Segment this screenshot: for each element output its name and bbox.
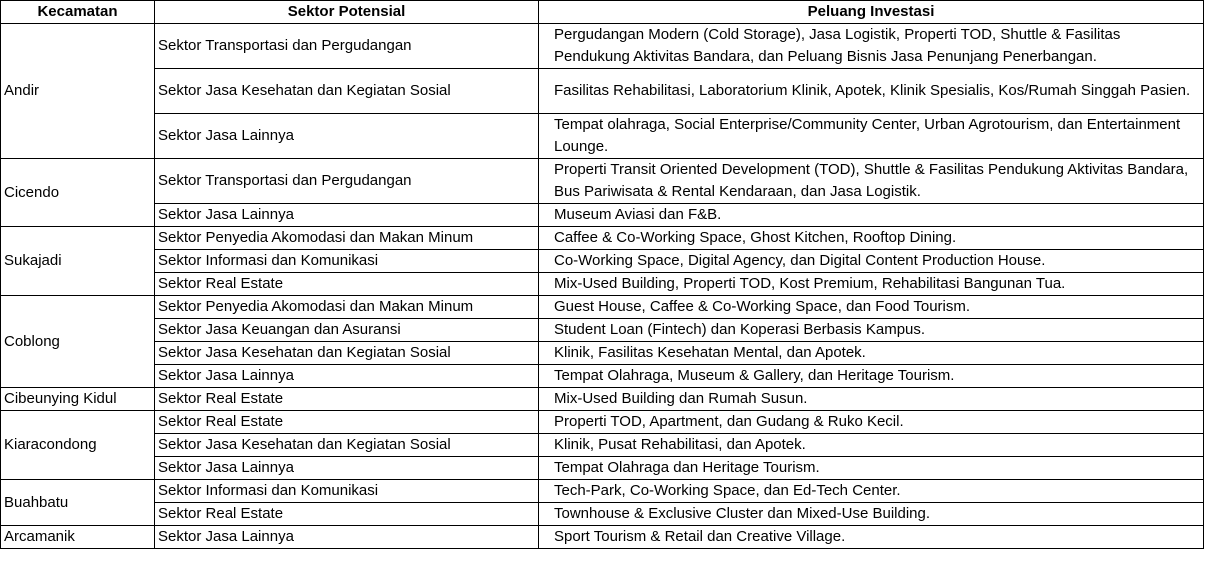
peluang-cell: Townhouse & Exclusive Cluster dan Mixed-Use Building. — [539, 503, 1204, 526]
table-row — [1, 457, 1204, 480]
table-row — [1, 480, 1204, 503]
table-row — [1, 388, 1204, 411]
table-row — [1, 434, 1204, 457]
sektor-cell: Sektor Transportasi dan Pergudangan — [155, 24, 539, 69]
table-row — [1, 159, 1204, 204]
sektor-cell: Sektor Jasa Lainnya — [155, 457, 539, 480]
header-kecamatan: Kecamatan — [1, 1, 155, 24]
peluang-cell: Guest House, Caffee & Co-Working Space, dan Food Tourism. — [539, 296, 1204, 319]
table-row — [1, 411, 1204, 434]
header-peluang-investasi: Peluang Investasi — [539, 1, 1204, 24]
sektor-cell: Sektor Penyedia Akomodasi dan Makan Minum — [155, 296, 539, 319]
sektor-cell: Sektor Jasa Lainnya — [155, 526, 539, 549]
peluang-cell: Co-Working Space, Digital Agency, dan Digital Content Production House. — [539, 250, 1204, 273]
sektor-cell: Sektor Jasa Lainnya — [155, 204, 539, 227]
peluang-cell: Museum Aviasi dan F&B. — [539, 204, 1204, 227]
peluang-cell: Klinik, Fasilitas Kesehatan Mental, dan Apotek. — [539, 342, 1204, 365]
peluang-cell: Tempat Olahraga dan Heritage Tourism. — [539, 457, 1204, 480]
table-row — [1, 250, 1204, 273]
table-body — [1, 24, 1204, 549]
kecamatan-cell: Coblong — [1, 296, 155, 388]
sektor-cell: Sektor Penyedia Akomodasi dan Makan Minum — [155, 227, 539, 250]
peluang-cell: Fasilitas Rehabilitasi, Laboratorium Klinik, Apotek, Klinik Spesialis, Kos/Rumah Singgah Pasien. — [539, 69, 1204, 114]
table-row — [1, 342, 1204, 365]
sektor-cell: Sektor Jasa Lainnya — [155, 114, 539, 159]
table-row — [1, 296, 1204, 319]
table-row — [1, 227, 1204, 250]
peluang-cell: Caffee & Co-Working Space, Ghost Kitchen, Rooftop Dining. — [539, 227, 1204, 250]
kecamatan-cell: Sukajadi — [1, 227, 155, 296]
sektor-cell: Sektor Jasa Kesehatan dan Kegiatan Sosial — [155, 434, 539, 457]
peluang-cell: Klinik, Pusat Rehabilitasi, dan Apotek. — [539, 434, 1204, 457]
table-row — [1, 114, 1204, 159]
sektor-cell: Sektor Real Estate — [155, 388, 539, 411]
kecamatan-cell: Kiaracondong — [1, 411, 155, 480]
table-row — [1, 526, 1204, 549]
sektor-cell: Sektor Informasi dan Komunikasi — [155, 250, 539, 273]
table-row — [1, 24, 1204, 69]
table-row — [1, 503, 1204, 526]
kecamatan-cell: Cicendo — [1, 159, 155, 227]
kecamatan-cell: Andir — [1, 24, 155, 159]
sektor-cell: Sektor Informasi dan Komunikasi — [155, 480, 539, 503]
peluang-cell: Properti Transit Oriented Development (TOD), Shuttle & Fasilitas Pendukung Aktivitas Bandara, Bus Pariwisata & Rental Kendaraan, dan Jasa Logistik. — [539, 159, 1204, 204]
peluang-cell: Properti TOD, Apartment, dan Gudang & Ruko Kecil. — [539, 411, 1204, 434]
peluang-cell: Sport Tourism & Retail dan Creative Village. — [539, 526, 1204, 549]
sektor-cell: Sektor Jasa Kesehatan dan Kegiatan Sosial — [155, 342, 539, 365]
table-row — [1, 273, 1204, 296]
sektor-cell: Sektor Real Estate — [155, 273, 539, 296]
sektor-cell: Sektor Real Estate — [155, 411, 539, 434]
header-row — [1, 1, 1204, 24]
sektor-cell: Sektor Transportasi dan Pergudangan — [155, 159, 539, 204]
peluang-cell: Mix-Used Building, Properti TOD, Kost Premium, Rehabilitasi Bangunan Tua. — [539, 273, 1204, 296]
peluang-cell: Tempat olahraga, Social Enterprise/Community Center, Urban Agrotourism, dan Entertainment Lounge. — [539, 114, 1204, 159]
kecamatan-cell: Cibeunying Kidul — [1, 388, 155, 411]
header-sektor-potensial: Sektor Potensial — [155, 1, 539, 24]
table-row — [1, 204, 1204, 227]
peluang-cell: Tempat Olahraga, Museum & Gallery, dan Heritage Tourism. — [539, 365, 1204, 388]
sektor-cell: Sektor Real Estate — [155, 503, 539, 526]
sektor-cell: Sektor Jasa Lainnya — [155, 365, 539, 388]
peluang-cell: Tech-Park, Co-Working Space, dan Ed-Tech Center. — [539, 480, 1204, 503]
peluang-cell: Mix-Used Building dan Rumah Susun. — [539, 388, 1204, 411]
peluang-cell: Pergudangan Modern (Cold Storage), Jasa Logistik, Properti TOD, Shuttle & Fasilitas Pendukung Aktivitas Bandara, dan Peluang Bisnis Jasa Penunjang Penerbangan. — [539, 24, 1204, 69]
sektor-cell: Sektor Jasa Kesehatan dan Kegiatan Sosial — [155, 69, 539, 114]
kecamatan-cell: Arcamanik — [1, 526, 155, 549]
peluang-cell: Student Loan (Fintech) dan Koperasi Berbasis Kampus. — [539, 319, 1204, 342]
table-row — [1, 69, 1204, 114]
table-row — [1, 365, 1204, 388]
sektor-cell: Sektor Jasa Keuangan dan Asuransi — [155, 319, 539, 342]
kecamatan-cell: Buahbatu — [1, 480, 155, 526]
table-row — [1, 319, 1204, 342]
